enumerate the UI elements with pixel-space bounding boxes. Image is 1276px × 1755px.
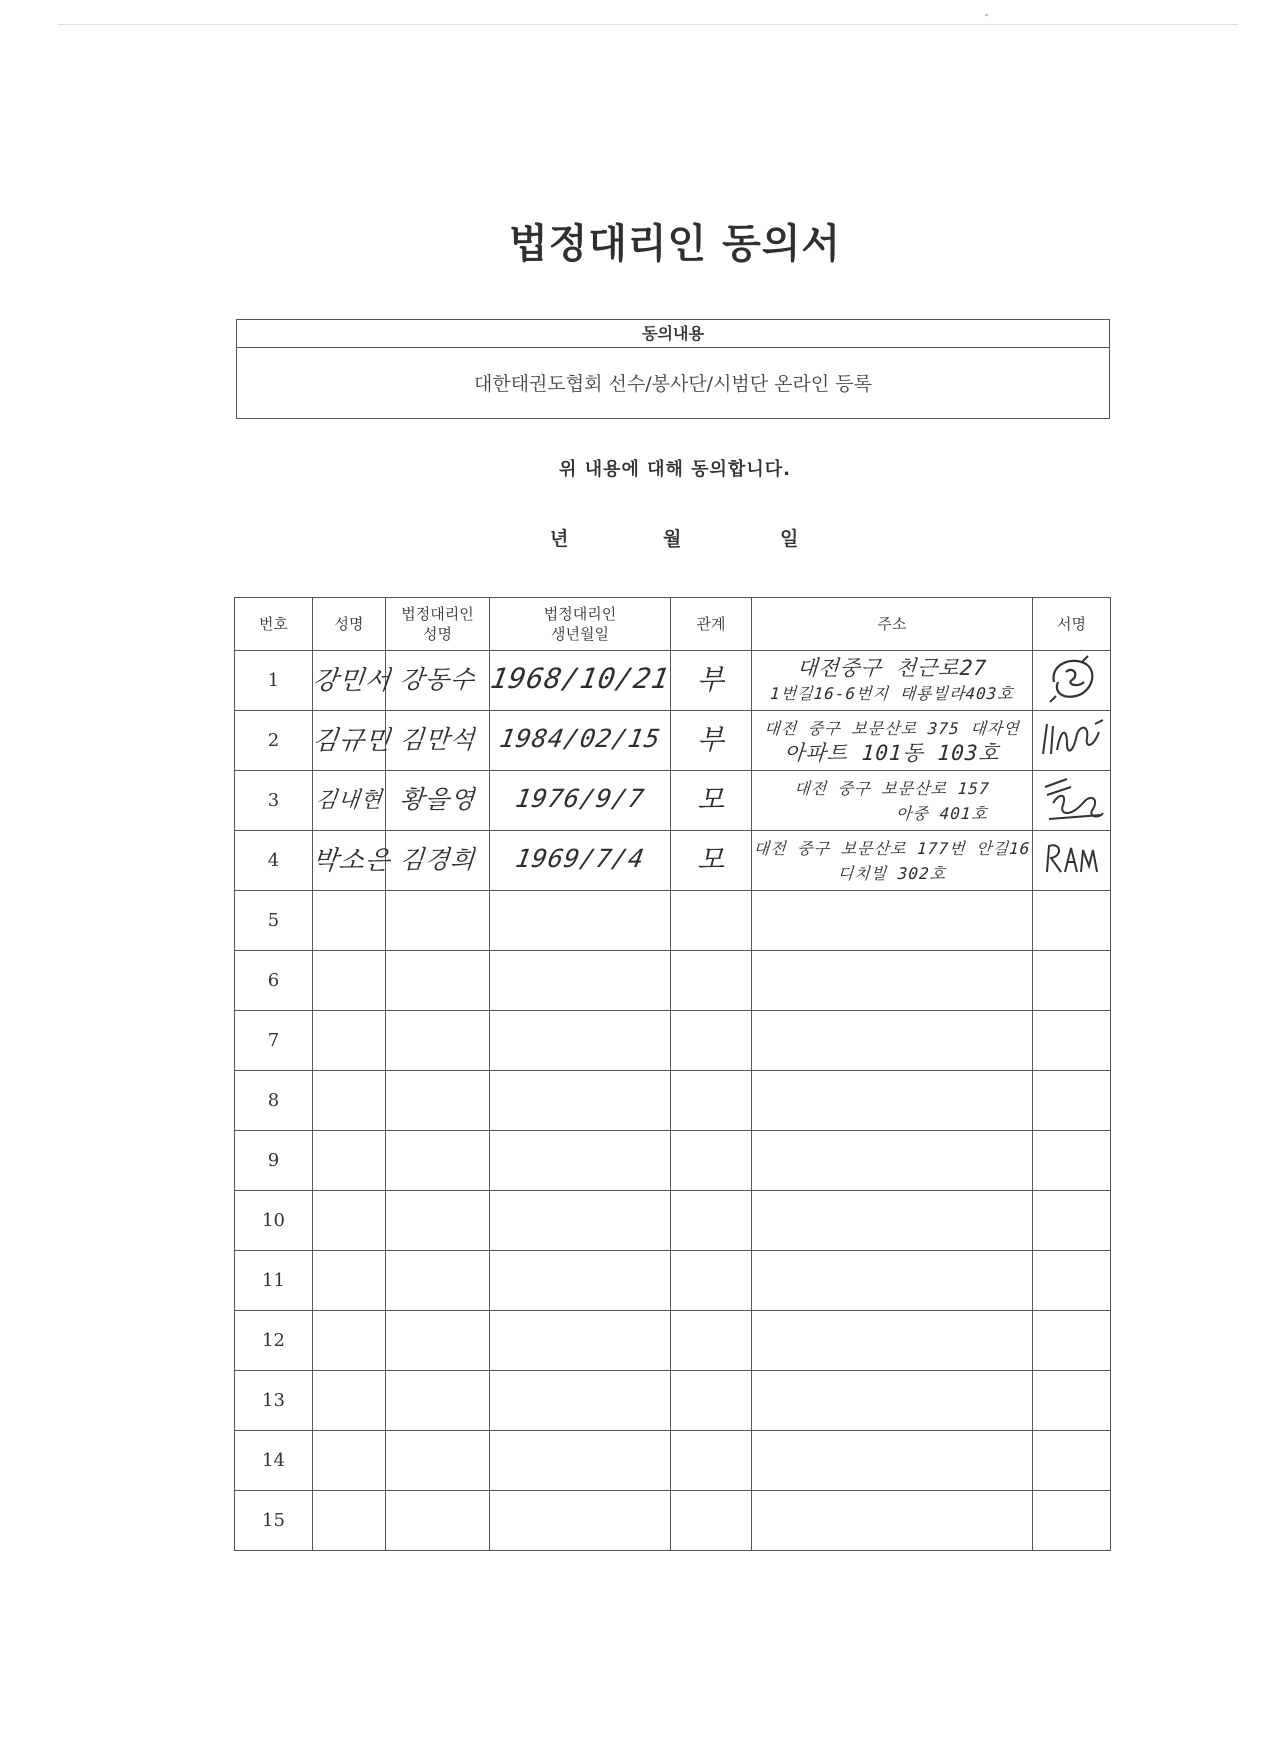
row-address bbox=[752, 1011, 1033, 1071]
row-name-text: 박소은 bbox=[311, 845, 393, 876]
row-signature bbox=[1033, 1371, 1111, 1431]
row-relation bbox=[671, 1311, 752, 1371]
row-number: 6 bbox=[235, 951, 313, 1011]
row-address-line2: 아파트 101동 103호 bbox=[783, 740, 1001, 765]
row-guardian bbox=[386, 1011, 490, 1071]
table-row bbox=[235, 1491, 1111, 1551]
row-guardian bbox=[386, 711, 490, 771]
header-name: 성명 bbox=[313, 598, 386, 651]
row-address-line2: 디치빌 302호 bbox=[837, 863, 947, 883]
row-number: 15 bbox=[235, 1491, 313, 1551]
table-row bbox=[235, 1311, 1111, 1371]
row-address bbox=[752, 1431, 1033, 1491]
row-name bbox=[313, 1131, 386, 1191]
row-birth-text: 1968/10/21 bbox=[487, 661, 673, 695]
header-guardian-birth bbox=[490, 598, 671, 651]
row-birth-text: 1984/02/15 bbox=[497, 723, 663, 753]
row-name bbox=[311, 711, 393, 771]
row-signature bbox=[1033, 1431, 1111, 1491]
row-number: 10 bbox=[235, 1191, 313, 1251]
row-name bbox=[313, 1071, 386, 1131]
row-signature bbox=[1033, 1311, 1111, 1371]
row-relation bbox=[671, 1431, 752, 1491]
row-relation-text: 부 bbox=[696, 663, 726, 696]
row-address bbox=[752, 1311, 1033, 1371]
row-name bbox=[313, 1371, 386, 1431]
signature-mark bbox=[1037, 773, 1107, 823]
header-address: 주소 bbox=[752, 598, 1033, 651]
row-birth-text: 1976/9/7 bbox=[513, 783, 647, 813]
guardian-table bbox=[234, 597, 1111, 1551]
row-relation-text: 부 bbox=[696, 723, 726, 756]
row-guardian bbox=[386, 891, 490, 951]
row-address bbox=[752, 1491, 1033, 1551]
row-number: 9 bbox=[235, 1131, 313, 1191]
row-relation bbox=[671, 1071, 752, 1131]
row-number: 2 bbox=[235, 711, 313, 771]
table-row bbox=[235, 1191, 1111, 1251]
row-address-line1: 대전 중구 보문산로 375 대자연 bbox=[763, 718, 1021, 738]
row-signature bbox=[1033, 771, 1111, 831]
row-name bbox=[313, 1431, 386, 1491]
row-guardian-text: 김만석 bbox=[398, 725, 477, 754]
signature-mark bbox=[1042, 652, 1102, 704]
row-address bbox=[752, 1071, 1033, 1131]
row-guardian bbox=[386, 1371, 490, 1431]
header-guardian-birth-line2: 생년월일 bbox=[551, 625, 609, 643]
row-name bbox=[313, 771, 386, 831]
table-row bbox=[235, 1251, 1111, 1311]
date-month-label: 월 bbox=[663, 528, 682, 550]
table-row bbox=[235, 1431, 1111, 1491]
agree-statement: 위 내용에 대해 동의합니다. bbox=[559, 459, 791, 480]
row-name-text: 강민서 bbox=[311, 665, 393, 696]
header-guardian-name-line2: 성명 bbox=[423, 625, 452, 643]
row-relation bbox=[671, 831, 752, 891]
row-name-text: 김규민 bbox=[311, 725, 393, 756]
row-relation bbox=[671, 1371, 752, 1431]
row-name bbox=[311, 831, 393, 891]
row-address bbox=[752, 951, 1033, 1011]
row-number: 5 bbox=[235, 891, 313, 951]
consent-header: 동의내용 bbox=[237, 320, 1109, 348]
row-signature bbox=[1033, 1011, 1111, 1071]
row-address bbox=[752, 651, 1033, 711]
date-day-label: 일 bbox=[780, 528, 799, 550]
row-address-line2: 아중 401호 bbox=[895, 803, 989, 823]
table-row bbox=[235, 711, 1111, 771]
row-birth bbox=[490, 1071, 671, 1131]
row-guardian bbox=[386, 651, 490, 711]
row-relation bbox=[671, 891, 752, 951]
scan-edge-line bbox=[58, 24, 1238, 25]
row-name bbox=[313, 1491, 386, 1551]
row-name bbox=[313, 1251, 386, 1311]
row-number: 11 bbox=[235, 1251, 313, 1311]
row-guardian-text: 황을영 bbox=[398, 785, 477, 814]
row-address-line1: 대전 중구 보문산로 177번 안길16 bbox=[752, 838, 1032, 858]
header-signature: 서명 bbox=[1033, 598, 1111, 651]
row-birth bbox=[490, 951, 671, 1011]
row-birth bbox=[490, 1311, 671, 1371]
row-guardian bbox=[386, 831, 490, 891]
row-guardian bbox=[386, 1251, 490, 1311]
row-signature bbox=[1033, 951, 1111, 1011]
scan-speck bbox=[985, 13, 989, 16]
row-guardian bbox=[386, 771, 490, 831]
row-guardian bbox=[386, 1431, 490, 1491]
row-number: 4 bbox=[235, 831, 313, 891]
row-relation bbox=[671, 771, 752, 831]
row-address bbox=[752, 1251, 1033, 1311]
row-signature bbox=[1033, 1251, 1111, 1311]
row-birth bbox=[490, 1131, 671, 1191]
row-birth-text: 1969/7/4 bbox=[513, 843, 647, 873]
table-row bbox=[235, 1011, 1111, 1071]
row-guardian bbox=[386, 951, 490, 1011]
row-address-line1: 대전 중구 보문산로 157 bbox=[793, 778, 991, 798]
row-relation bbox=[671, 651, 752, 711]
row-number: 7 bbox=[235, 1011, 313, 1071]
row-birth bbox=[487, 651, 673, 711]
row-relation-text: 모 bbox=[696, 783, 726, 816]
row-birth bbox=[490, 771, 671, 831]
row-signature bbox=[1033, 1491, 1111, 1551]
row-address bbox=[752, 771, 1033, 831]
row-number: 13 bbox=[235, 1371, 313, 1431]
document-title: 법정대리인 동의서 bbox=[508, 221, 842, 267]
row-guardian-text: 강동수 bbox=[398, 665, 477, 694]
row-name bbox=[313, 951, 386, 1011]
row-number: 1 bbox=[235, 651, 313, 711]
row-relation bbox=[671, 1011, 752, 1071]
row-number: 12 bbox=[235, 1311, 313, 1371]
row-address bbox=[752, 711, 1033, 771]
consent-box bbox=[236, 319, 1110, 419]
row-relation bbox=[671, 1191, 752, 1251]
row-guardian bbox=[386, 1131, 490, 1191]
row-address bbox=[752, 1371, 1033, 1431]
header-guardian-name-line1: 법정대리인 bbox=[401, 604, 474, 623]
row-birth bbox=[490, 891, 671, 951]
table-row bbox=[235, 1371, 1111, 1431]
row-guardian bbox=[386, 1191, 490, 1251]
table-row bbox=[235, 891, 1111, 951]
row-relation-text: 모 bbox=[696, 843, 726, 876]
row-birth bbox=[490, 1191, 671, 1251]
row-guardian bbox=[386, 1071, 490, 1131]
header-relation: 관계 bbox=[671, 598, 752, 651]
row-signature bbox=[1033, 711, 1111, 771]
header-guardian-name bbox=[386, 598, 490, 651]
row-signature bbox=[1033, 891, 1111, 951]
table-row bbox=[235, 1131, 1111, 1191]
table-row bbox=[235, 771, 1111, 831]
row-birth bbox=[490, 1251, 671, 1311]
row-birth bbox=[490, 711, 671, 771]
row-number: 3 bbox=[235, 771, 313, 831]
row-address bbox=[752, 891, 1033, 951]
signature-mark bbox=[1041, 838, 1103, 878]
date-year-label: 년 bbox=[550, 528, 569, 550]
table-row bbox=[235, 951, 1111, 1011]
row-name bbox=[313, 891, 386, 951]
table-row bbox=[235, 831, 1111, 891]
header-number: 번호 bbox=[235, 598, 313, 651]
row-signature bbox=[1033, 1191, 1111, 1251]
row-address-line2: 1번길16-6번지 태룡빌라403호 bbox=[769, 683, 1015, 703]
row-name bbox=[311, 651, 393, 711]
row-birth bbox=[490, 1011, 671, 1071]
row-name bbox=[313, 1191, 386, 1251]
row-name bbox=[313, 1011, 386, 1071]
row-name-text: 김내현 bbox=[314, 787, 384, 813]
row-signature bbox=[1033, 651, 1111, 711]
row-relation bbox=[671, 1131, 752, 1191]
table-row bbox=[235, 651, 1111, 711]
row-number: 8 bbox=[235, 1071, 313, 1131]
signature-mark bbox=[1037, 714, 1107, 762]
consent-text: 대한태권도협회 선수/봉사단/시범단 온라인 등록 bbox=[473, 373, 872, 395]
row-address bbox=[752, 1131, 1033, 1191]
row-birth bbox=[490, 1371, 671, 1431]
table-row bbox=[235, 1071, 1111, 1131]
row-relation bbox=[671, 1251, 752, 1311]
row-number: 14 bbox=[235, 1431, 313, 1491]
row-guardian bbox=[386, 1311, 490, 1371]
row-address bbox=[752, 1191, 1033, 1251]
row-guardian bbox=[386, 1491, 490, 1551]
row-birth bbox=[490, 831, 671, 891]
row-birth bbox=[490, 1431, 671, 1491]
row-signature bbox=[1033, 831, 1111, 891]
row-relation bbox=[671, 951, 752, 1011]
row-relation bbox=[671, 711, 752, 771]
row-signature bbox=[1033, 1071, 1111, 1131]
header-guardian-birth-line1: 법정대리인 bbox=[543, 604, 617, 623]
row-signature bbox=[1033, 1131, 1111, 1191]
row-name bbox=[313, 1311, 386, 1371]
row-address-line1: 대전중구 천근로27 bbox=[796, 655, 988, 680]
row-guardian-text: 김경희 bbox=[398, 845, 477, 874]
row-birth bbox=[490, 1491, 671, 1551]
row-relation bbox=[671, 1491, 752, 1551]
table-header-row bbox=[235, 598, 1111, 651]
row-address bbox=[752, 831, 1033, 891]
